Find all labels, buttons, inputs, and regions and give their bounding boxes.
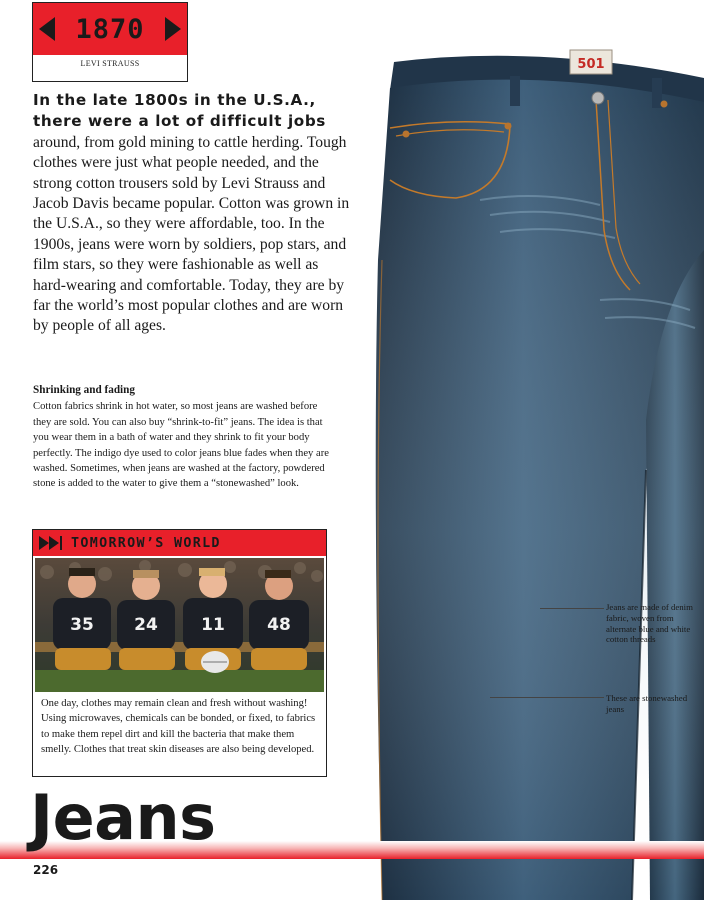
tomorrows-world-title: TOMORROW’S WORLD	[71, 535, 221, 551]
arrow-left-icon	[39, 17, 55, 41]
tomorrows-world-box	[32, 529, 327, 777]
intro-lead: In the late 1800s in the U.S.A., there were a lot of difficult jobs	[33, 91, 326, 131]
jeans-label-text: 501	[577, 57, 605, 72]
year-caption: LEVI STRAUSS	[80, 59, 140, 68]
page-title: Jeans	[30, 781, 216, 854]
annotation-stonewashed: These are stonewashed jeans	[606, 693, 688, 714]
page-number: 226	[33, 863, 59, 877]
jersey-number: 11	[201, 615, 225, 635]
year-text: 1870	[75, 13, 145, 45]
jersey-number: 35	[70, 615, 94, 635]
jeans-photo	[360, 0, 704, 900]
annotation-leader-line	[490, 697, 604, 698]
tomorrows-world-header	[33, 530, 326, 556]
intro-body: around, from gold mining to cattle herding. Tough clothes were just what people needed, and the strong cotton trousers sold by Levi Strauss and Jacob Davis became popular. Cotton was grown in the U.S.A., so they were affordable, too. In the 1900s, jeans were worn by soldiers, pop stars, and film stars, so they were fashionable as well as hard-wearing and comfortable. Today, they are by far the world’s most popular clothes and are worn by people of all ages.	[33, 133, 350, 335]
year-band	[33, 3, 187, 55]
jersey-number: 24	[134, 615, 158, 635]
annotation-denim: Jeans are made of denim fabric, woven from alternate blue and white cotton threads	[606, 602, 693, 645]
annotation-leader-line	[540, 608, 604, 609]
fast-forward-icon	[39, 533, 65, 553]
shrinking-body: Cotton fabrics shrink in hot water, so most jeans are washed before they are sold. You can also buy “shrink-to-fit” jeans. The idea is that you wear them in a bath of water and they shrink to fit your body perfectly. The indigo dye used to color jeans blue fades when they are washed. Sometimes, when jeans are washed at the factory, powdered stone is added to the water to give them a “stonewashed” look.	[33, 401, 329, 490]
football-players-photo	[35, 558, 324, 692]
tomorrows-world-text: One day, clothes may remain clean and fresh without washing! Using microwaves, chemicals can be bonded, or fixed, to fabrics to make them repel dirt and kill the bacteria that make them smelly. Clothes that treat skin diseases are also being developed.	[41, 698, 316, 756]
arrow-right-icon	[165, 17, 181, 41]
intro-paragraph	[33, 90, 353, 337]
year-badge	[32, 2, 188, 82]
jersey-number: 48	[267, 615, 291, 635]
shrinking-title: Shrinking and fading	[33, 384, 135, 396]
shrinking-section	[33, 383, 333, 492]
